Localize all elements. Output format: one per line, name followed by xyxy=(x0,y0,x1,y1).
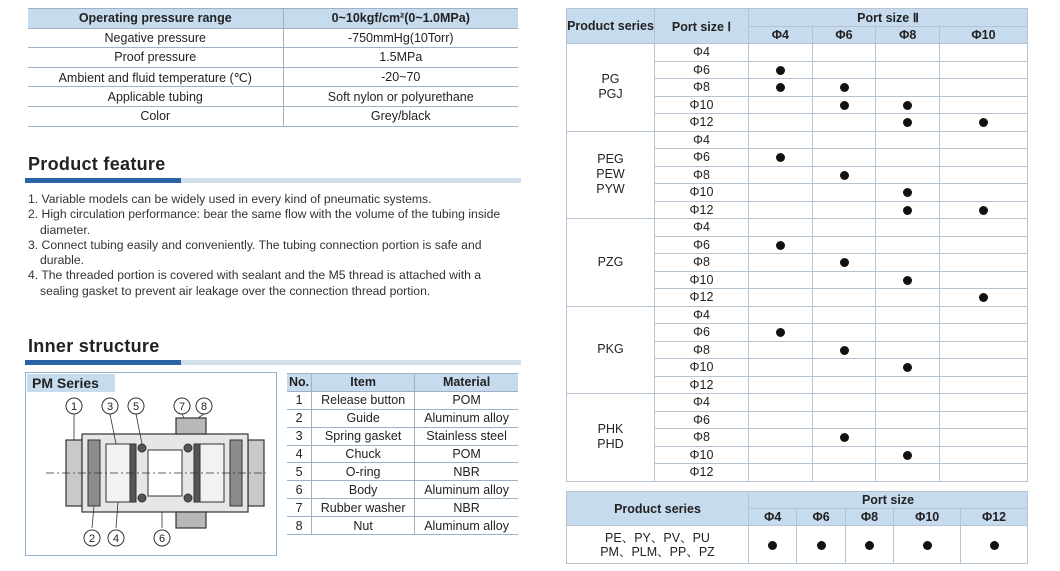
ports-mark-cell xyxy=(876,166,940,184)
ports-mark-cell xyxy=(812,201,876,219)
ports-mark-cell xyxy=(876,61,940,79)
parts-header-item: Item xyxy=(312,374,415,392)
availability-dot xyxy=(840,433,849,442)
part-item: Guide xyxy=(312,409,415,427)
spec-label: Negative pressure xyxy=(28,28,283,48)
ports-size-1-cell: Φ4 xyxy=(655,306,749,324)
parts-row xyxy=(287,481,518,499)
ports-size-1-cell: Φ8 xyxy=(655,166,749,184)
ports-mark-cell xyxy=(940,114,1028,132)
ports-mark-cell xyxy=(749,359,813,377)
ports-mark-cell xyxy=(812,184,876,202)
ports-size-1-cell: Φ8 xyxy=(655,79,749,97)
ports-mark-cell xyxy=(812,114,876,132)
ports-mark-cell xyxy=(876,324,940,342)
availability-dot xyxy=(768,541,777,550)
feature-item: 3. Connect tubing easily and conveniently. The tubing connection portion is safe and durable. xyxy=(28,237,482,268)
ports-mark-cell xyxy=(940,429,1028,447)
availability-dot xyxy=(776,241,785,250)
feature-item: 4. The threaded portion is covered with sealant and the M5 thread is attached with a sealing gasket to prevent air leakage over the connection thread portion. xyxy=(28,268,482,298)
ports-mark-cell xyxy=(749,149,813,167)
ports-size-1-cell: Φ12 xyxy=(655,289,749,307)
availability-dot xyxy=(840,101,849,110)
ports-series-name: PG xyxy=(601,72,620,87)
spec-header-value: 0~10kgf/cm²(0~1.0MPa) xyxy=(283,9,518,29)
ports-mark-cell xyxy=(812,429,876,447)
ports-size-1-cell: Φ10 xyxy=(655,446,749,464)
ports-mark-cell xyxy=(940,464,1028,482)
ports-mark-cell xyxy=(876,411,940,429)
inner-structure-heading: Inner structure xyxy=(28,336,160,356)
ports-size-1-cell: Φ4 xyxy=(655,44,749,62)
availability-dot xyxy=(776,83,785,92)
nut-top-shape xyxy=(176,418,206,434)
ports2-col-header: Φ10 xyxy=(894,509,961,526)
ports-mark-cell xyxy=(812,394,876,412)
callout-1: 1 xyxy=(70,401,78,413)
spec-value: Grey/black xyxy=(283,106,518,126)
parts-row xyxy=(287,517,518,535)
ports-series-cell xyxy=(567,219,655,307)
availability-dot xyxy=(903,206,912,215)
part-item: Release button xyxy=(312,391,415,409)
spec-value: -20~70 xyxy=(283,67,518,87)
ports-series-cell xyxy=(567,394,655,482)
ports-size-1-cell: Φ10 xyxy=(655,271,749,289)
feature-item: 1. Variable models can be widely used in every kind of pneumatic systems. xyxy=(28,192,432,206)
ports-mark-cell xyxy=(812,131,876,149)
ports-mark-cell xyxy=(876,289,940,307)
callout-7: 7 xyxy=(178,401,186,413)
spec-label: Proof pressure xyxy=(28,48,283,68)
ports-size-1-cell: Φ6 xyxy=(655,236,749,254)
nut-bottom-shape xyxy=(176,512,206,528)
ports-header-size-1: Port size Ⅰ xyxy=(655,9,749,44)
ports-size-1-cell: Φ8 xyxy=(655,341,749,359)
part-material: NBR xyxy=(415,499,518,517)
ports-mark-cell xyxy=(940,394,1028,412)
part-no: 3 xyxy=(287,427,312,445)
ports2-col-header: Φ6 xyxy=(797,509,845,526)
ports-mark-cell xyxy=(812,61,876,79)
ports-mark-cell xyxy=(749,184,813,202)
availability-dot xyxy=(817,541,826,550)
ports-mark-cell xyxy=(940,324,1028,342)
ports-header-series: Product series xyxy=(567,9,655,44)
feature-item: 2. High circulation performance: bear the same flow with the volume of the tubing inside diameter. xyxy=(28,207,501,237)
ports-mark-cell xyxy=(940,149,1028,167)
part-material: Aluminum alloy xyxy=(415,409,518,427)
ports-mark-cell xyxy=(812,324,876,342)
ports-series-name: PEG xyxy=(597,152,624,167)
availability-dot xyxy=(979,118,988,127)
ports-mark-cell xyxy=(876,184,940,202)
ports-mark-cell xyxy=(749,271,813,289)
ports-mark-cell xyxy=(812,149,876,167)
ports-size-1-cell: Φ8 xyxy=(655,429,749,447)
ports2-mark-cell xyxy=(749,526,797,564)
callout-2: 2 xyxy=(88,533,96,545)
ports2-mark-cell xyxy=(894,526,961,564)
ports-mark-cell xyxy=(940,236,1028,254)
ports2-header-size: Port size xyxy=(749,492,1028,509)
ports-mark-cell xyxy=(749,429,813,447)
availability-dot xyxy=(923,541,932,550)
part-material: Aluminum alloy xyxy=(415,481,518,499)
spec-value: Soft nylon or polyurethane xyxy=(283,87,518,107)
ports-size-1-cell: Φ6 xyxy=(655,61,749,79)
parts-row xyxy=(287,445,518,463)
ports-mark-cell xyxy=(940,271,1028,289)
ports-series-name: PYW xyxy=(596,182,625,197)
part-material: POM xyxy=(415,391,518,409)
parts-row xyxy=(287,463,518,481)
ports-row xyxy=(567,131,1028,149)
part-item: Rubber washer xyxy=(312,499,415,517)
oring-shape xyxy=(138,444,146,452)
part-item: Nut xyxy=(312,517,415,535)
ports-mark-cell xyxy=(876,429,940,447)
ports-mark-cell xyxy=(749,289,813,307)
ports-mark-cell xyxy=(749,219,813,237)
availability-dot xyxy=(903,276,912,285)
ports-mark-cell xyxy=(876,149,940,167)
parts-header-material: Material xyxy=(415,374,518,392)
ports2-header-series: Product series xyxy=(567,492,749,526)
ports-mark-cell xyxy=(812,219,876,237)
ports-size-1-cell: Φ10 xyxy=(655,96,749,114)
ports-col-header: Φ10 xyxy=(940,26,1028,44)
port-size-table xyxy=(566,8,1028,482)
ports-mark-cell xyxy=(749,114,813,132)
part-material: Aluminum alloy xyxy=(415,517,518,535)
availability-dot xyxy=(903,118,912,127)
ports-mark-cell xyxy=(940,96,1028,114)
part-item: Chuck xyxy=(312,445,415,463)
spec-row xyxy=(28,87,518,107)
ports-mark-cell xyxy=(812,359,876,377)
ports-series-cell xyxy=(567,306,655,394)
availability-dot xyxy=(776,328,785,337)
spec-header-label: Operating pressure range xyxy=(28,9,283,29)
ports-mark-cell xyxy=(812,271,876,289)
ports-mark-cell xyxy=(812,411,876,429)
part-item: Spring gasket xyxy=(312,427,415,445)
ports-size-1-cell: Φ12 xyxy=(655,464,749,482)
ports-mark-cell xyxy=(876,201,940,219)
ports-mark-cell xyxy=(876,96,940,114)
ports-mark-cell xyxy=(876,341,940,359)
heading-underline xyxy=(25,360,521,365)
ports-mark-cell xyxy=(749,61,813,79)
ports-mark-cell xyxy=(876,446,940,464)
callout-3: 3 xyxy=(106,401,114,413)
ports-body xyxy=(567,44,1028,482)
spec-row xyxy=(28,48,518,68)
pm-series-label: PM Series xyxy=(27,374,115,392)
part-item: O-ring xyxy=(312,463,415,481)
parts-row xyxy=(287,427,518,445)
spec-label: Applicable tubing xyxy=(28,87,283,107)
ports-mark-cell xyxy=(749,166,813,184)
ports-mark-cell xyxy=(812,44,876,62)
ports2-series-cell xyxy=(567,526,749,564)
ports-mark-cell xyxy=(812,79,876,97)
parts-row xyxy=(287,391,518,409)
ports-mark-cell xyxy=(749,306,813,324)
ports-mark-cell xyxy=(876,464,940,482)
ports-col-header: Φ4 xyxy=(749,26,813,44)
spec-row xyxy=(28,67,518,87)
ports-mark-cell xyxy=(812,166,876,184)
part-no: 6 xyxy=(287,481,312,499)
product-feature-heading: Product feature xyxy=(28,154,166,174)
ports2-series-line: PM、PLM、PP、PZ xyxy=(600,544,715,559)
part-no: 5 xyxy=(287,463,312,481)
ports-mark-cell xyxy=(812,376,876,394)
part-no: 4 xyxy=(287,445,312,463)
availability-dot xyxy=(979,293,988,302)
ports-mark-cell xyxy=(812,289,876,307)
ports-col-header: Φ6 xyxy=(812,26,876,44)
ports-size-1-cell: Φ6 xyxy=(655,149,749,167)
ports-series-name: PGJ xyxy=(598,87,623,102)
ports-size-1-cell: Φ4 xyxy=(655,219,749,237)
ports-size-1-cell: Φ6 xyxy=(655,324,749,342)
ports-row xyxy=(567,394,1028,412)
ports-mark-cell xyxy=(749,96,813,114)
ports-size-1-cell: Φ12 xyxy=(655,376,749,394)
ports-mark-cell xyxy=(940,359,1028,377)
ports-mark-cell xyxy=(940,446,1028,464)
availability-dot xyxy=(776,66,785,75)
ports-mark-cell xyxy=(940,306,1028,324)
ports-mark-cell xyxy=(940,219,1028,237)
ports-mark-cell xyxy=(940,341,1028,359)
ports-mark-cell xyxy=(812,341,876,359)
parts-table xyxy=(287,373,518,535)
availability-dot xyxy=(840,83,849,92)
oring-shape xyxy=(184,444,192,452)
ports-mark-cell xyxy=(812,254,876,272)
ports-mark-cell xyxy=(940,289,1028,307)
spec-label: Ambient and fluid temperature (℃) xyxy=(28,67,283,87)
ports-mark-cell xyxy=(940,184,1028,202)
ports-size-1-cell: Φ4 xyxy=(655,131,749,149)
feature-list xyxy=(28,192,518,299)
ports-mark-cell xyxy=(749,79,813,97)
heading-underline xyxy=(25,178,521,183)
ports-header-size-2: Port size Ⅱ xyxy=(749,9,1028,27)
parts-header-row xyxy=(287,374,518,392)
availability-dot xyxy=(979,206,988,215)
ports-mark-cell xyxy=(876,394,940,412)
ports-mark-cell xyxy=(876,79,940,97)
spec-table xyxy=(28,8,518,127)
ports-series-cell xyxy=(567,44,655,132)
part-no: 1 xyxy=(287,391,312,409)
ports-series-name: PKG xyxy=(597,342,624,357)
ports-mark-cell xyxy=(876,114,940,132)
availability-dot xyxy=(840,171,849,180)
availability-dot xyxy=(840,258,849,267)
availability-dot xyxy=(865,541,874,550)
ports-mark-cell xyxy=(876,306,940,324)
callout-5: 5 xyxy=(132,401,140,413)
ports-size-1-cell: Φ6 xyxy=(655,411,749,429)
ports-mark-cell xyxy=(749,201,813,219)
part-material: NBR xyxy=(415,463,518,481)
ports-size-1-cell: Φ4 xyxy=(655,394,749,412)
ports-header-row-1 xyxy=(567,9,1028,27)
ports-mark-cell xyxy=(749,376,813,394)
ports-mark-cell xyxy=(940,79,1028,97)
part-material: POM xyxy=(415,445,518,463)
ports-mark-cell xyxy=(749,254,813,272)
ports-mark-cell xyxy=(940,166,1028,184)
ports-size-1-cell: Φ12 xyxy=(655,201,749,219)
oring-shape xyxy=(138,494,146,502)
part-no: 2 xyxy=(287,409,312,427)
ports-mark-cell xyxy=(812,446,876,464)
ports-mark-cell xyxy=(876,376,940,394)
ports-size-1-cell: Φ8 xyxy=(655,254,749,272)
ports2-mark-cell xyxy=(797,526,845,564)
ports-mark-cell xyxy=(940,131,1028,149)
availability-dot xyxy=(903,101,912,110)
ports-mark-cell xyxy=(940,411,1028,429)
ports-mark-cell xyxy=(876,219,940,237)
part-no: 8 xyxy=(287,517,312,535)
ports-mark-cell xyxy=(876,131,940,149)
spec-value: 1.5MPa xyxy=(283,48,518,68)
part-material: Stainless steel xyxy=(415,427,518,445)
ports-mark-cell xyxy=(749,44,813,62)
ports-mark-cell xyxy=(876,236,940,254)
ports-mark-cell xyxy=(812,464,876,482)
ports2-header-row-1 xyxy=(567,492,1028,509)
ports-col-header: Φ8 xyxy=(876,26,940,44)
ports-mark-cell xyxy=(749,446,813,464)
oring-shape xyxy=(184,494,192,502)
availability-dot xyxy=(903,451,912,460)
ports2-mark-cell xyxy=(845,526,893,564)
availability-dot xyxy=(903,363,912,372)
ports-size-1-cell: Φ12 xyxy=(655,114,749,132)
ports-row xyxy=(567,306,1028,324)
ports2-col-header: Φ8 xyxy=(845,509,893,526)
ports-size-1-cell: Φ10 xyxy=(655,184,749,202)
ports-mark-cell xyxy=(940,254,1028,272)
spec-label: Color xyxy=(28,106,283,126)
ports-series-name: PZG xyxy=(597,254,624,269)
ports-mark-cell xyxy=(749,394,813,412)
ports2-col-header: Φ4 xyxy=(749,509,797,526)
ports-mark-cell xyxy=(940,44,1028,62)
ports-mark-cell xyxy=(812,96,876,114)
ports-row xyxy=(567,44,1028,62)
part-no: 7 xyxy=(287,499,312,517)
ports-mark-cell xyxy=(812,236,876,254)
ports-mark-cell xyxy=(876,359,940,377)
availability-dot xyxy=(903,188,912,197)
ports-mark-cell xyxy=(749,341,813,359)
pm-series-cross-section-diagram xyxy=(26,392,276,554)
spec-row xyxy=(28,28,518,48)
ports-series-name: PEW xyxy=(596,167,625,182)
parts-header-no: No. xyxy=(287,374,312,392)
availability-dot xyxy=(840,346,849,355)
callout-8: 8 xyxy=(200,401,208,413)
ports-mark-cell xyxy=(940,61,1028,79)
ports-size-1-cell: Φ10 xyxy=(655,359,749,377)
ports-mark-cell xyxy=(749,131,813,149)
ports2-row xyxy=(567,526,1028,564)
ports-mark-cell xyxy=(876,44,940,62)
ports2-col-header: Φ12 xyxy=(961,509,1028,526)
ports-mark-cell xyxy=(876,271,940,289)
part-item: Body xyxy=(312,481,415,499)
parts-row xyxy=(287,499,518,517)
ports-mark-cell xyxy=(749,324,813,342)
spec-value: -750mmHg(10Torr) xyxy=(283,28,518,48)
ports-series-name: PHD xyxy=(597,437,624,452)
ports2-series-line: PE、PY、PV、PU xyxy=(605,530,710,545)
ports-mark-cell xyxy=(812,306,876,324)
ports-mark-cell xyxy=(940,201,1028,219)
ports-series-cell xyxy=(567,131,655,219)
port-size-table-2 xyxy=(566,491,1028,564)
callout-6: 6 xyxy=(158,533,166,545)
ports-mark-cell xyxy=(876,254,940,272)
spec-row xyxy=(28,106,518,126)
spec-header-row xyxy=(28,9,518,29)
availability-dot xyxy=(776,153,785,162)
ports-mark-cell xyxy=(940,376,1028,394)
ports-mark-cell xyxy=(749,236,813,254)
parts-row xyxy=(287,409,518,427)
callout-4: 4 xyxy=(112,533,120,545)
ports-mark-cell xyxy=(749,411,813,429)
ports-series-name: PHK xyxy=(597,422,624,437)
ports-mark-cell xyxy=(749,464,813,482)
availability-dot xyxy=(990,541,999,550)
ports2-mark-cell xyxy=(961,526,1028,564)
ports-row xyxy=(567,219,1028,237)
